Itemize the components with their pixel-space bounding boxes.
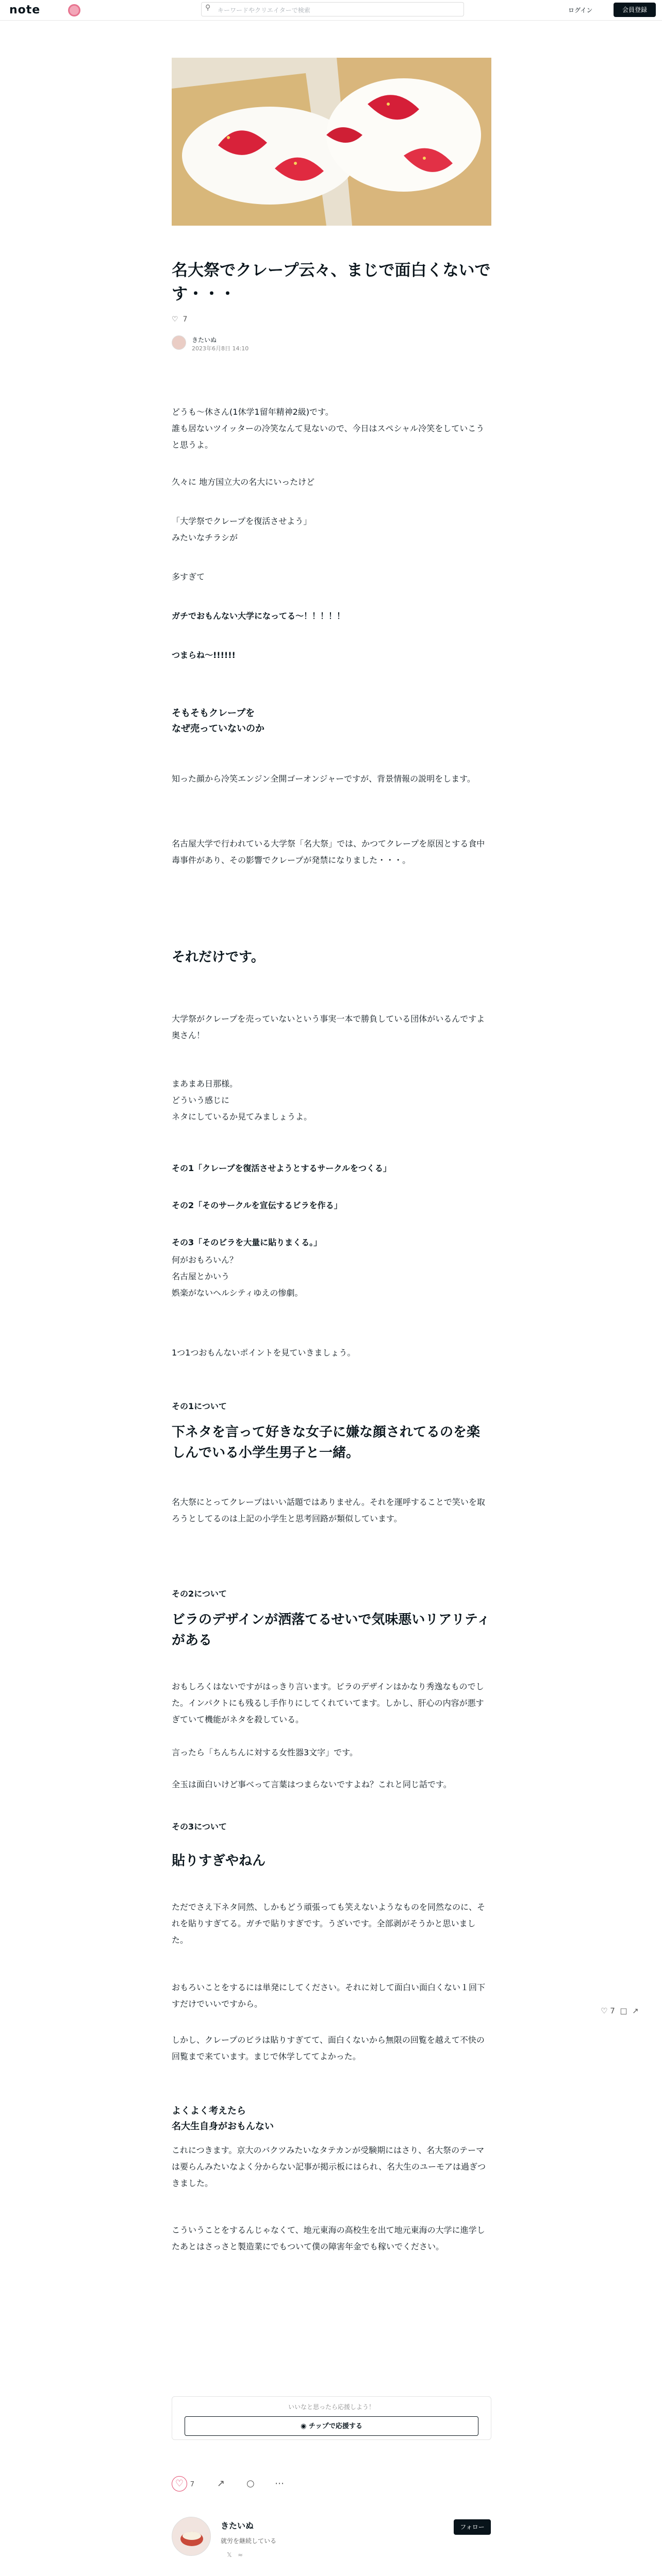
paragraph: 「大学祭でクレープを復活させよう」 (172, 516, 312, 526)
section-heading: 下ネタを言って好きな女子に嫌な顔されてるのを楽しんでいる小学生男子と一緒。 (172, 1425, 481, 1461)
search-icon: ⚲ (205, 4, 211, 12)
section-heading: ビラのデザインが洒落てるせいで気味悪いリアリティがある (172, 1612, 490, 1648)
emphasis-paragraph: その3について (172, 1822, 227, 1832)
creator-avatar[interactable] (172, 2517, 211, 2556)
hero-image (172, 58, 491, 226)
emphasis-paragraph: その3「そのビラを大量に貼りまくる。」 (172, 1238, 322, 1247)
paragraph: おもろいことをするには単発にしてください。それに対して面白い面白くない１回下すだけでいいですから。 (172, 1982, 486, 2009)
paragraph: しかし、クレープのビラは貼りすぎてて、面白くないから無限の回覧を越えて不快の回覧まで来ています。まじで休学しててよかった。 (172, 2035, 485, 2061)
emphasis-paragraph: その2「そのサークルを宣伝するビラを作る」 (172, 1200, 342, 1210)
follow-button[interactable]: フォロー (454, 2519, 491, 2535)
publish-date: 2023年6月8日 14:10 (192, 345, 249, 352)
paragraph: 久々に 地方国立大の名大にいったけど (172, 477, 315, 487)
paragraph: 1つ1つおもんないポイントを見ていきましょう。 (172, 1348, 356, 1358)
paragraph: 多すぎて (172, 572, 205, 582)
paragraph: 名大祭にとってクレープはいい話題ではありません。それを運呼することで笑いを取ろうとしてるのは上記の小学生と思考回路が類似しています。 (172, 1497, 485, 1523)
author-name[interactable]: きたいぬ (192, 336, 217, 344)
x-icon[interactable]: 𝕏 (227, 2551, 232, 2558)
heart-icon: ♡ (601, 2006, 608, 2015)
paragraph: おもしろくはないですがはっきり言います。ビラのデザインはかなり秀逸なものでした。インパクトにも残るし手作りにしてくれていてます。しかし、肝心の内容が悪すぎていて機能がネタを殺している。 (172, 1682, 484, 1724)
paragraph: 言ったら「ちんちんに対する女性器3文字」です。 (172, 1748, 358, 1757)
paragraph: 知った顔から冷笑エンジン全開ゴーオンジャーですが、背景情報の説明をします。 (172, 774, 475, 784)
heart-icon: ♡ (172, 2476, 187, 2492)
paragraph: どういう感じに (172, 1095, 230, 1105)
paragraph: まあまあ日那様。 (172, 1079, 238, 1089)
tip-button[interactable]: ◉ チップで応援する (185, 2416, 478, 2436)
support-prompt: いいなと思ったら応援しよう！ (288, 2403, 375, 2411)
paragraph: 名古屋大学で行われている大学祭「名大祭」では、かつてクレープを原因とする食中毒事件があり、その影響でクレープが発禁になりました・・・。 (172, 839, 485, 865)
paragraph: こういうことをするんじゃなくて、地元東海の高校生を出て地元東海の大学に進学したあとはさっさと製造業にでもついて僕の障害年金でも稼いでください。 (172, 2225, 485, 2251)
paragraph: みたいなチラシが (172, 533, 238, 543)
emphasis-paragraph: その1について (172, 1401, 227, 1411)
comment-icon[interactable]: ○ (246, 2478, 255, 2489)
paragraph: ネタにしているか見てみましょうよ。 (172, 1112, 312, 1122)
comment-icon[interactable]: □ (620, 2006, 627, 2015)
emphasis-paragraph: その1「クレープを復活させようとするサークルをつくる」 (172, 1163, 391, 1173)
emphasis-paragraph: つまらね〜!!!!!! (172, 650, 236, 660)
more-icon[interactable]: ⋯ (275, 2478, 284, 2489)
share-icon[interactable]: ↗ (632, 2006, 639, 2015)
like-button[interactable]: ♡ 7 (172, 2476, 194, 2492)
logo-flower-icon (68, 4, 80, 16)
creator-description: 就労を継続している (221, 2537, 277, 2545)
share-icon[interactable]: ↗ (217, 2478, 225, 2489)
section-heading: それだけです。 (172, 950, 264, 965)
signup-button[interactable]: 会員登録 (614, 3, 656, 17)
article-title: 名大祭でクレープ云々、まじで面白くないです・・・ (172, 261, 491, 303)
action-bar (172, 2476, 491, 2492)
paragraph: 誰も居ないツイッターの冷笑なんて見ないので、今日はスペシャル冷笑をしていこうと思うよ。 (172, 423, 485, 450)
paragraph: 娯楽がないヘルシティゆえの惨劇。 (172, 1288, 303, 1298)
paragraph: どうも〜休さん(1休学1留年精神2級)です。 (172, 407, 334, 417)
like-count[interactable]: ♡ 7 (172, 315, 188, 324)
rss-icon[interactable]: ≈ (238, 2551, 243, 2558)
tip-icon: ◉ (301, 2422, 307, 2430)
author-avatar[interactable] (172, 335, 186, 350)
emphasis-paragraph: ガチでおもんない大学になってる〜！！！！！ (172, 611, 345, 621)
login-link[interactable]: ログイン (568, 7, 593, 14)
paragraph: 大学祭がクレープを売っていないという事実一本で勝負している団体がいるんですよ奥さん！ (172, 1014, 485, 1040)
heart-icon[interactable]: ♡ (172, 315, 178, 324)
paragraph: 名古屋とかいう (172, 1272, 230, 1281)
section-heading: そもそもクレープを (172, 708, 255, 719)
search-placeholder: キーワードやクリエイターで検索 (218, 7, 310, 14)
section-heading: 貼りすぎやねん (172, 1853, 266, 1869)
section-heading: なぜ売っていないのか (172, 723, 264, 734)
section-heading: よくよく考えたら (172, 2106, 246, 2116)
paragraph: 全玉は面白いけど事べって言葉はつまらないですよね？これと同じ話です。 (172, 1780, 452, 1789)
floating-like-button[interactable]: ♡ 7 □ ↗ (601, 2006, 639, 2015)
paragraph: ただでさえ下ネタ同然、しかもどう頑張っても笑えないようなものを同然なのに、それを貼りすぎてる。ガチで貼りすぎです。うざいです。全部剥がそうかと思いました。 (172, 1902, 486, 1945)
section-heading: 名大生自身がおもんない (172, 2121, 274, 2132)
creator-name[interactable]: きたいぬ (221, 2521, 254, 2531)
paragraph: これにつきます。京大のバクツみたいなタテカンが受験期にはさり、名大祭のテーマは要らんみたいなよく分からない記事が掲示板にはられ、名大生のユーモアは過ぎつきました。 (172, 2145, 486, 2188)
logo[interactable]: note (9, 4, 41, 16)
creator-social-icons (227, 2551, 243, 2558)
emphasis-paragraph: その2について (172, 1589, 227, 1599)
paragraph: 何がおもろいん？ (172, 1255, 238, 1265)
